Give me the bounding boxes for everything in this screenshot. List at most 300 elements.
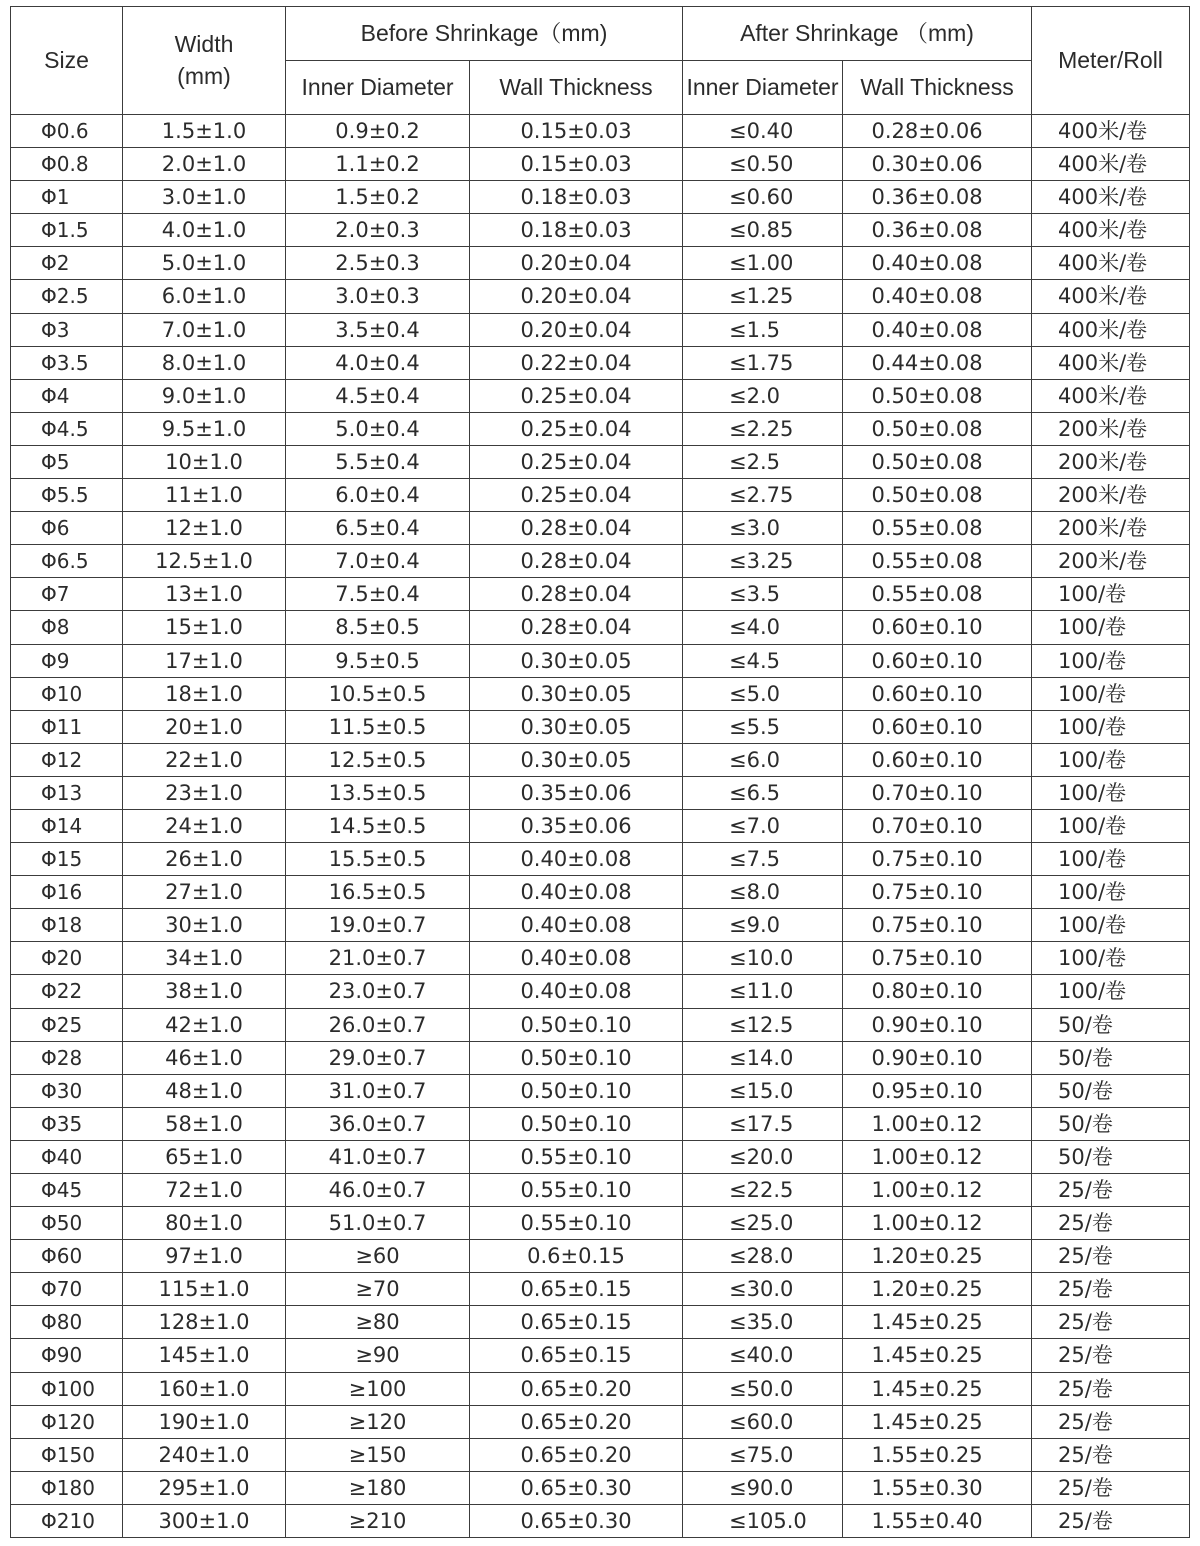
cell-size: Φ150 bbox=[11, 1438, 123, 1471]
cell-meter-roll: 400米/卷 bbox=[1032, 181, 1190, 214]
cell-size: Φ25 bbox=[11, 1008, 123, 1041]
table-row bbox=[11, 1339, 1190, 1372]
cell-before-wall-thickness: 0.55±0.10 bbox=[470, 1140, 683, 1173]
cell-after-wall-thickness: 0.90±0.10 bbox=[843, 1008, 1032, 1041]
table-row bbox=[11, 545, 1190, 578]
cell-before-wall-thickness: 0.50±0.10 bbox=[470, 1041, 683, 1074]
cell-width: 46±1.0 bbox=[123, 1041, 286, 1074]
cell-before-wall-thickness: 0.18±0.03 bbox=[470, 181, 683, 214]
cell-before-inner-diameter: 41.0±0.7 bbox=[286, 1140, 470, 1173]
cell-after-inner-diameter: ≤11.0 bbox=[683, 975, 843, 1008]
table-row bbox=[11, 247, 1190, 280]
cell-size: Φ7 bbox=[11, 578, 123, 611]
table-row bbox=[11, 1107, 1190, 1140]
cell-size: Φ45 bbox=[11, 1174, 123, 1207]
table-row bbox=[11, 843, 1190, 876]
cell-size: Φ5.5 bbox=[11, 479, 123, 512]
cell-width: 10±1.0 bbox=[123, 445, 286, 478]
cell-width: 300±1.0 bbox=[123, 1504, 286, 1537]
cell-size: Φ14 bbox=[11, 809, 123, 842]
cell-meter-roll: 100/卷 bbox=[1032, 909, 1190, 942]
table-row bbox=[11, 809, 1190, 842]
cell-width: 1.5±1.0 bbox=[123, 115, 286, 148]
col-header-after-wall-thickness: Wall Thickness bbox=[843, 61, 1032, 115]
cell-size: Φ9 bbox=[11, 644, 123, 677]
col-header-size: Size bbox=[11, 7, 123, 115]
cell-meter-roll: 200米/卷 bbox=[1032, 412, 1190, 445]
cell-before-wall-thickness: 0.55±0.10 bbox=[470, 1174, 683, 1207]
spec-table bbox=[10, 6, 1190, 1538]
cell-after-wall-thickness: 0.75±0.10 bbox=[843, 843, 1032, 876]
table-row bbox=[11, 512, 1190, 545]
group-header-after-shrinkage: After Shrinkage （mm) bbox=[683, 7, 1032, 61]
table-row bbox=[11, 1405, 1190, 1438]
cell-after-inner-diameter: ≤75.0 bbox=[683, 1438, 843, 1471]
cell-size: Φ35 bbox=[11, 1107, 123, 1140]
cell-after-inner-diameter: ≤0.50 bbox=[683, 148, 843, 181]
cell-meter-roll: 25/卷 bbox=[1032, 1405, 1190, 1438]
cell-width: 160±1.0 bbox=[123, 1372, 286, 1405]
cell-after-inner-diameter: ≤14.0 bbox=[683, 1041, 843, 1074]
cell-meter-roll: 25/卷 bbox=[1032, 1339, 1190, 1372]
table-row bbox=[11, 1174, 1190, 1207]
cell-after-inner-diameter: ≤3.25 bbox=[683, 545, 843, 578]
cell-before-wall-thickness: 0.30±0.05 bbox=[470, 710, 683, 743]
cell-after-inner-diameter: ≤35.0 bbox=[683, 1306, 843, 1339]
cell-before-inner-diameter: 6.0±0.4 bbox=[286, 479, 470, 512]
cell-size: Φ120 bbox=[11, 1405, 123, 1438]
cell-size: Φ80 bbox=[11, 1306, 123, 1339]
cell-before-wall-thickness: 0.25±0.04 bbox=[470, 379, 683, 412]
cell-after-wall-thickness: 0.55±0.08 bbox=[843, 578, 1032, 611]
cell-size: Φ40 bbox=[11, 1140, 123, 1173]
cell-meter-roll: 100/卷 bbox=[1032, 677, 1190, 710]
cell-after-wall-thickness: 0.70±0.10 bbox=[843, 776, 1032, 809]
cell-after-inner-diameter: ≤1.75 bbox=[683, 346, 843, 379]
cell-before-wall-thickness: 0.30±0.05 bbox=[470, 743, 683, 776]
cell-before-inner-diameter: 5.5±0.4 bbox=[286, 445, 470, 478]
cell-width: 27±1.0 bbox=[123, 876, 286, 909]
cell-after-inner-diameter: ≤0.40 bbox=[683, 115, 843, 148]
cell-width: 17±1.0 bbox=[123, 644, 286, 677]
table-row bbox=[11, 876, 1190, 909]
cell-before-wall-thickness: 0.50±0.10 bbox=[470, 1074, 683, 1107]
cell-before-wall-thickness: 0.20±0.04 bbox=[470, 280, 683, 313]
table-row bbox=[11, 313, 1190, 346]
cell-size: Φ6 bbox=[11, 512, 123, 545]
cell-after-inner-diameter: ≤0.85 bbox=[683, 214, 843, 247]
cell-before-wall-thickness: 0.65±0.15 bbox=[470, 1339, 683, 1372]
cell-size: Φ1 bbox=[11, 181, 123, 214]
cell-after-inner-diameter: ≤4.0 bbox=[683, 611, 843, 644]
cell-before-inner-diameter: ≥90 bbox=[286, 1339, 470, 1372]
cell-before-wall-thickness: 0.20±0.04 bbox=[470, 313, 683, 346]
cell-after-wall-thickness: 0.60±0.10 bbox=[843, 644, 1032, 677]
cell-meter-roll: 25/卷 bbox=[1032, 1240, 1190, 1273]
cell-size: Φ0.6 bbox=[11, 115, 123, 148]
cell-size: Φ4 bbox=[11, 379, 123, 412]
col-header-before-wall-thickness: Wall Thickness bbox=[470, 61, 683, 115]
cell-before-inner-diameter: 51.0±0.7 bbox=[286, 1207, 470, 1240]
cell-before-wall-thickness: 0.20±0.04 bbox=[470, 247, 683, 280]
cell-meter-roll: 400米/卷 bbox=[1032, 280, 1190, 313]
cell-after-inner-diameter: ≤12.5 bbox=[683, 1008, 843, 1041]
cell-after-wall-thickness: 1.00±0.12 bbox=[843, 1174, 1032, 1207]
cell-before-inner-diameter: ≥80 bbox=[286, 1306, 470, 1339]
cell-after-wall-thickness: 0.90±0.10 bbox=[843, 1041, 1032, 1074]
cell-size: Φ3 bbox=[11, 313, 123, 346]
cell-meter-roll: 50/卷 bbox=[1032, 1107, 1190, 1140]
table-header bbox=[11, 7, 1190, 115]
cell-before-inner-diameter: 21.0±0.7 bbox=[286, 942, 470, 975]
cell-meter-roll: 400米/卷 bbox=[1032, 346, 1190, 379]
cell-meter-roll: 200米/卷 bbox=[1032, 545, 1190, 578]
cell-width: 22±1.0 bbox=[123, 743, 286, 776]
col-header-width bbox=[123, 7, 286, 115]
cell-before-inner-diameter: 10.5±0.5 bbox=[286, 677, 470, 710]
cell-size: Φ28 bbox=[11, 1041, 123, 1074]
cell-before-wall-thickness: 0.28±0.04 bbox=[470, 578, 683, 611]
cell-meter-roll: 200米/卷 bbox=[1032, 512, 1190, 545]
cell-after-wall-thickness: 1.55±0.40 bbox=[843, 1504, 1032, 1537]
cell-width: 128±1.0 bbox=[123, 1306, 286, 1339]
col-header-meter-roll: Meter/Roll bbox=[1032, 7, 1190, 115]
cell-after-wall-thickness: 0.50±0.08 bbox=[843, 479, 1032, 512]
cell-size: Φ22 bbox=[11, 975, 123, 1008]
cell-after-wall-thickness: 0.80±0.10 bbox=[843, 975, 1032, 1008]
cell-before-wall-thickness: 0.15±0.03 bbox=[470, 115, 683, 148]
cell-width: 72±1.0 bbox=[123, 1174, 286, 1207]
cell-after-wall-thickness: 1.45±0.25 bbox=[843, 1339, 1032, 1372]
cell-before-wall-thickness: 0.55±0.10 bbox=[470, 1207, 683, 1240]
cell-meter-roll: 50/卷 bbox=[1032, 1041, 1190, 1074]
cell-width: 34±1.0 bbox=[123, 942, 286, 975]
cell-width: 3.0±1.0 bbox=[123, 181, 286, 214]
cell-before-wall-thickness: 0.65±0.20 bbox=[470, 1438, 683, 1471]
cell-before-inner-diameter: 23.0±0.7 bbox=[286, 975, 470, 1008]
cell-width: 42±1.0 bbox=[123, 1008, 286, 1041]
cell-width: 58±1.0 bbox=[123, 1107, 286, 1140]
cell-before-wall-thickness: 0.25±0.04 bbox=[470, 479, 683, 512]
cell-before-wall-thickness: 0.30±0.05 bbox=[470, 644, 683, 677]
group-header-before-shrinkage: Before Shrinkage（mm) bbox=[286, 7, 683, 61]
cell-after-inner-diameter: ≤3.0 bbox=[683, 512, 843, 545]
cell-after-inner-diameter: ≤9.0 bbox=[683, 909, 843, 942]
cell-meter-roll: 200米/卷 bbox=[1032, 445, 1190, 478]
cell-width: 295±1.0 bbox=[123, 1471, 286, 1504]
cell-after-wall-thickness: 0.95±0.10 bbox=[843, 1074, 1032, 1107]
cell-meter-roll: 400米/卷 bbox=[1032, 148, 1190, 181]
cell-before-wall-thickness: 0.65±0.15 bbox=[470, 1273, 683, 1306]
cell-after-wall-thickness: 0.60±0.10 bbox=[843, 743, 1032, 776]
cell-width: 12±1.0 bbox=[123, 512, 286, 545]
cell-after-inner-diameter: ≤22.5 bbox=[683, 1174, 843, 1207]
table-row bbox=[11, 776, 1190, 809]
cell-meter-roll: 100/卷 bbox=[1032, 611, 1190, 644]
cell-before-wall-thickness: 0.15±0.03 bbox=[470, 148, 683, 181]
cell-before-inner-diameter: 4.0±0.4 bbox=[286, 346, 470, 379]
cell-width: 15±1.0 bbox=[123, 611, 286, 644]
cell-after-inner-diameter: ≤6.0 bbox=[683, 743, 843, 776]
table-row bbox=[11, 1306, 1190, 1339]
cell-before-wall-thickness: 0.28±0.04 bbox=[470, 545, 683, 578]
cell-before-wall-thickness: 0.65±0.20 bbox=[470, 1405, 683, 1438]
cell-size: Φ60 bbox=[11, 1240, 123, 1273]
cell-before-inner-diameter: 3.5±0.4 bbox=[286, 313, 470, 346]
cell-before-inner-diameter: 2.5±0.3 bbox=[286, 247, 470, 280]
table-row bbox=[11, 280, 1190, 313]
cell-width: 5.0±1.0 bbox=[123, 247, 286, 280]
cell-before-wall-thickness: 0.25±0.04 bbox=[470, 412, 683, 445]
cell-after-wall-thickness: 0.40±0.08 bbox=[843, 313, 1032, 346]
cell-before-wall-thickness: 0.35±0.06 bbox=[470, 776, 683, 809]
cell-meter-roll: 400米/卷 bbox=[1032, 214, 1190, 247]
cell-before-inner-diameter: 14.5±0.5 bbox=[286, 809, 470, 842]
cell-before-inner-diameter: ≥70 bbox=[286, 1273, 470, 1306]
cell-after-wall-thickness: 1.00±0.12 bbox=[843, 1140, 1032, 1173]
cell-after-inner-diameter: ≤60.0 bbox=[683, 1405, 843, 1438]
cell-after-inner-diameter: ≤25.0 bbox=[683, 1207, 843, 1240]
table-row bbox=[11, 1008, 1190, 1041]
cell-size: Φ12 bbox=[11, 743, 123, 776]
cell-size: Φ10 bbox=[11, 677, 123, 710]
cell-meter-roll: 25/卷 bbox=[1032, 1504, 1190, 1537]
cell-after-wall-thickness: 1.45±0.25 bbox=[843, 1306, 1032, 1339]
cell-after-wall-thickness: 0.75±0.10 bbox=[843, 942, 1032, 975]
cell-after-inner-diameter: ≤40.0 bbox=[683, 1339, 843, 1372]
cell-meter-roll: 100/卷 bbox=[1032, 578, 1190, 611]
cell-before-inner-diameter: ≥210 bbox=[286, 1504, 470, 1537]
cell-after-inner-diameter: ≤0.60 bbox=[683, 181, 843, 214]
cell-before-wall-thickness: 0.40±0.08 bbox=[470, 909, 683, 942]
cell-width: 9.5±1.0 bbox=[123, 412, 286, 445]
cell-before-wall-thickness: 0.65±0.20 bbox=[470, 1372, 683, 1405]
cell-width: 18±1.0 bbox=[123, 677, 286, 710]
cell-after-inner-diameter: ≤15.0 bbox=[683, 1074, 843, 1107]
cell-meter-roll: 25/卷 bbox=[1032, 1372, 1190, 1405]
cell-meter-roll: 400米/卷 bbox=[1032, 379, 1190, 412]
table-row bbox=[11, 479, 1190, 512]
cell-before-wall-thickness: 0.40±0.08 bbox=[470, 876, 683, 909]
cell-meter-roll: 100/卷 bbox=[1032, 942, 1190, 975]
table-row bbox=[11, 214, 1190, 247]
cell-size: Φ15 bbox=[11, 843, 123, 876]
cell-size: Φ30 bbox=[11, 1074, 123, 1107]
cell-before-inner-diameter: 1.5±0.2 bbox=[286, 181, 470, 214]
cell-before-inner-diameter: ≥150 bbox=[286, 1438, 470, 1471]
table-row bbox=[11, 148, 1190, 181]
cell-size: Φ1.5 bbox=[11, 214, 123, 247]
cell-after-inner-diameter: ≤1.25 bbox=[683, 280, 843, 313]
cell-size: Φ5 bbox=[11, 445, 123, 478]
cell-after-inner-diameter: ≤5.5 bbox=[683, 710, 843, 743]
cell-after-inner-diameter: ≤3.5 bbox=[683, 578, 843, 611]
cell-after-wall-thickness: 1.00±0.12 bbox=[843, 1107, 1032, 1140]
cell-after-inner-diameter: ≤50.0 bbox=[683, 1372, 843, 1405]
table-body bbox=[11, 115, 1190, 1538]
cell-after-wall-thickness: 0.36±0.08 bbox=[843, 181, 1032, 214]
cell-after-inner-diameter: ≤6.5 bbox=[683, 776, 843, 809]
cell-before-inner-diameter: 29.0±0.7 bbox=[286, 1041, 470, 1074]
cell-before-inner-diameter: 1.1±0.2 bbox=[286, 148, 470, 181]
col-header-width-label: Width bbox=[174, 31, 234, 58]
cell-meter-roll: 400米/卷 bbox=[1032, 247, 1190, 280]
cell-after-wall-thickness: 0.50±0.08 bbox=[843, 412, 1032, 445]
cell-size: Φ2.5 bbox=[11, 280, 123, 313]
cell-size: Φ2 bbox=[11, 247, 123, 280]
table-row bbox=[11, 909, 1190, 942]
header-row-groups bbox=[11, 7, 1190, 61]
cell-before-wall-thickness: 0.40±0.08 bbox=[470, 843, 683, 876]
cell-before-wall-thickness: 0.30±0.05 bbox=[470, 677, 683, 710]
cell-width: 240±1.0 bbox=[123, 1438, 286, 1471]
cell-before-inner-diameter: 16.5±0.5 bbox=[286, 876, 470, 909]
cell-meter-roll: 400米/卷 bbox=[1032, 115, 1190, 148]
cell-before-wall-thickness: 0.18±0.03 bbox=[470, 214, 683, 247]
cell-size: Φ8 bbox=[11, 611, 123, 644]
cell-size: Φ90 bbox=[11, 1339, 123, 1372]
cell-size: Φ180 bbox=[11, 1471, 123, 1504]
cell-before-inner-diameter: 15.5±0.5 bbox=[286, 843, 470, 876]
cell-before-inner-diameter: ≥100 bbox=[286, 1372, 470, 1405]
table-row bbox=[11, 743, 1190, 776]
cell-before-inner-diameter: 31.0±0.7 bbox=[286, 1074, 470, 1107]
col-header-after-inner-diameter: Inner Diameter bbox=[683, 61, 843, 115]
cell-after-inner-diameter: ≤8.0 bbox=[683, 876, 843, 909]
cell-after-wall-thickness: 1.55±0.25 bbox=[843, 1438, 1032, 1471]
cell-after-inner-diameter: ≤30.0 bbox=[683, 1273, 843, 1306]
cell-after-inner-diameter: ≤5.0 bbox=[683, 677, 843, 710]
cell-after-inner-diameter: ≤10.0 bbox=[683, 942, 843, 975]
cell-meter-roll: 100/卷 bbox=[1032, 710, 1190, 743]
cell-meter-roll: 100/卷 bbox=[1032, 644, 1190, 677]
cell-before-wall-thickness: 0.40±0.08 bbox=[470, 975, 683, 1008]
cell-after-wall-thickness: 0.70±0.10 bbox=[843, 809, 1032, 842]
cell-before-wall-thickness: 0.35±0.06 bbox=[470, 809, 683, 842]
cell-width: 97±1.0 bbox=[123, 1240, 286, 1273]
cell-meter-roll: 100/卷 bbox=[1032, 975, 1190, 1008]
cell-width: 26±1.0 bbox=[123, 843, 286, 876]
cell-after-wall-thickness: 0.30±0.06 bbox=[843, 148, 1032, 181]
cell-before-inner-diameter: ≥180 bbox=[286, 1471, 470, 1504]
cell-before-inner-diameter: 7.5±0.4 bbox=[286, 578, 470, 611]
table-row bbox=[11, 611, 1190, 644]
cell-after-wall-thickness: 0.50±0.08 bbox=[843, 379, 1032, 412]
cell-meter-roll: 100/卷 bbox=[1032, 876, 1190, 909]
cell-meter-roll: 50/卷 bbox=[1032, 1140, 1190, 1173]
cell-before-wall-thickness: 0.6±0.15 bbox=[470, 1240, 683, 1273]
cell-width: 4.0±1.0 bbox=[123, 214, 286, 247]
cell-width: 11±1.0 bbox=[123, 479, 286, 512]
cell-meter-roll: 50/卷 bbox=[1032, 1074, 1190, 1107]
col-header-before-inner-diameter: Inner Diameter bbox=[286, 61, 470, 115]
cell-after-inner-diameter: ≤20.0 bbox=[683, 1140, 843, 1173]
cell-before-wall-thickness: 0.40±0.08 bbox=[470, 942, 683, 975]
cell-before-wall-thickness: 0.65±0.15 bbox=[470, 1306, 683, 1339]
cell-width: 38±1.0 bbox=[123, 975, 286, 1008]
cell-before-inner-diameter: 9.5±0.5 bbox=[286, 644, 470, 677]
table-row bbox=[11, 677, 1190, 710]
cell-after-inner-diameter: ≤1.00 bbox=[683, 247, 843, 280]
cell-after-wall-thickness: 1.45±0.25 bbox=[843, 1372, 1032, 1405]
cell-before-wall-thickness: 0.65±0.30 bbox=[470, 1504, 683, 1537]
table-row bbox=[11, 181, 1190, 214]
cell-width: 9.0±1.0 bbox=[123, 379, 286, 412]
cell-meter-roll: 100/卷 bbox=[1032, 809, 1190, 842]
cell-width: 190±1.0 bbox=[123, 1405, 286, 1438]
cell-width: 6.0±1.0 bbox=[123, 280, 286, 313]
cell-size: Φ210 bbox=[11, 1504, 123, 1537]
cell-width: 8.0±1.0 bbox=[123, 346, 286, 379]
cell-size: Φ50 bbox=[11, 1207, 123, 1240]
cell-meter-roll: 100/卷 bbox=[1032, 743, 1190, 776]
cell-width: 24±1.0 bbox=[123, 809, 286, 842]
cell-before-wall-thickness: 0.28±0.04 bbox=[470, 512, 683, 545]
cell-size: Φ11 bbox=[11, 710, 123, 743]
cell-size: Φ3.5 bbox=[11, 346, 123, 379]
cell-after-inner-diameter: ≤17.5 bbox=[683, 1107, 843, 1140]
table-row bbox=[11, 412, 1190, 445]
table-row bbox=[11, 1041, 1190, 1074]
cell-size: Φ6.5 bbox=[11, 545, 123, 578]
cell-after-wall-thickness: 0.28±0.06 bbox=[843, 115, 1032, 148]
cell-before-wall-thickness: 0.50±0.10 bbox=[470, 1008, 683, 1041]
cell-after-inner-diameter: ≤105.0 bbox=[683, 1504, 843, 1537]
cell-meter-roll: 25/卷 bbox=[1032, 1438, 1190, 1471]
cell-size: Φ70 bbox=[11, 1273, 123, 1306]
cell-size: Φ20 bbox=[11, 942, 123, 975]
cell-before-inner-diameter: 4.5±0.4 bbox=[286, 379, 470, 412]
cell-before-inner-diameter: 19.0±0.7 bbox=[286, 909, 470, 942]
cell-after-wall-thickness: 0.75±0.10 bbox=[843, 909, 1032, 942]
cell-meter-roll: 50/卷 bbox=[1032, 1008, 1190, 1041]
cell-before-wall-thickness: 0.25±0.04 bbox=[470, 445, 683, 478]
cell-before-inner-diameter: 46.0±0.7 bbox=[286, 1174, 470, 1207]
cell-meter-roll: 25/卷 bbox=[1032, 1273, 1190, 1306]
cell-before-inner-diameter: 7.0±0.4 bbox=[286, 545, 470, 578]
cell-after-wall-thickness: 0.40±0.08 bbox=[843, 280, 1032, 313]
col-header-width-unit: (mm) bbox=[177, 62, 231, 89]
cell-before-inner-diameter: ≥120 bbox=[286, 1405, 470, 1438]
cell-after-inner-diameter: ≤7.0 bbox=[683, 809, 843, 842]
cell-after-inner-diameter: ≤7.5 bbox=[683, 843, 843, 876]
cell-before-inner-diameter: 5.0±0.4 bbox=[286, 412, 470, 445]
table-row bbox=[11, 1140, 1190, 1173]
table-row bbox=[11, 1372, 1190, 1405]
table-row bbox=[11, 379, 1190, 412]
cell-width: 80±1.0 bbox=[123, 1207, 286, 1240]
cell-size: Φ100 bbox=[11, 1372, 123, 1405]
cell-before-inner-diameter: 13.5±0.5 bbox=[286, 776, 470, 809]
cell-before-wall-thickness: 0.65±0.30 bbox=[470, 1471, 683, 1504]
cell-before-inner-diameter: 8.5±0.5 bbox=[286, 611, 470, 644]
cell-size: Φ13 bbox=[11, 776, 123, 809]
cell-before-wall-thickness: 0.28±0.04 bbox=[470, 611, 683, 644]
cell-meter-roll: 25/卷 bbox=[1032, 1174, 1190, 1207]
cell-after-inner-diameter: ≤90.0 bbox=[683, 1471, 843, 1504]
cell-after-inner-diameter: ≤28.0 bbox=[683, 1240, 843, 1273]
cell-width: 30±1.0 bbox=[123, 909, 286, 942]
cell-before-inner-diameter: 2.0±0.3 bbox=[286, 214, 470, 247]
cell-after-wall-thickness: 1.45±0.25 bbox=[843, 1405, 1032, 1438]
cell-width: 20±1.0 bbox=[123, 710, 286, 743]
cell-meter-roll: 25/卷 bbox=[1032, 1306, 1190, 1339]
cell-meter-roll: 100/卷 bbox=[1032, 776, 1190, 809]
cell-width: 12.5±1.0 bbox=[123, 545, 286, 578]
cell-after-wall-thickness: 0.60±0.10 bbox=[843, 611, 1032, 644]
table-row bbox=[11, 346, 1190, 379]
cell-meter-roll: 25/卷 bbox=[1032, 1207, 1190, 1240]
